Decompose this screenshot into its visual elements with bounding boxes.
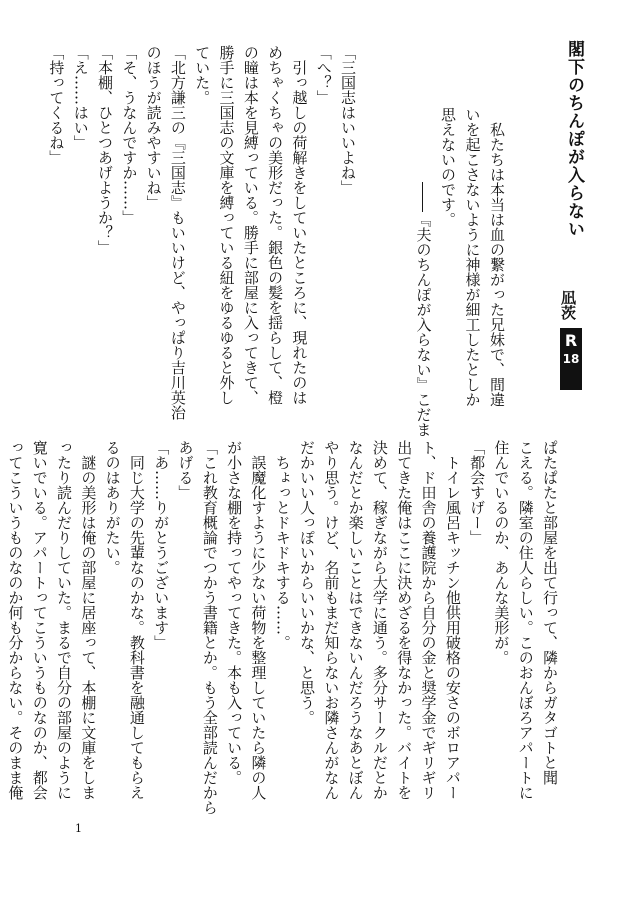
text-column: ってこういうものなのか何も分からない。そのまま俺 <box>6 440 25 800</box>
text-column: やり思う。けど、名前もまだ知らないお隣さんがなん <box>322 440 341 800</box>
epigraph-line: 思えないのです。 <box>439 107 457 227</box>
text-column: 「本棚、ひとつあげようか？」 <box>96 45 114 255</box>
text-column: あげる」 <box>176 440 195 500</box>
text-column: の瞳は本を見縛っている。勝手に部屋に入ってきて、 <box>241 45 260 405</box>
text-column: ぱたぱたと部屋を出て行って、隣からガタゴトと聞 <box>541 440 559 785</box>
epigraph-line: ――『夫のちんぽが入らない』こだま <box>414 182 433 437</box>
text-column: 決めて、稼ぎながら大学に通う。多分サークルだとか <box>370 440 389 800</box>
text-column: 「へ？」 <box>314 45 333 105</box>
text-column: 引っ越しの荷解きをしていたところに、現れたのは <box>290 60 309 405</box>
rating-badge <box>560 328 582 390</box>
text-column: 「持ってくるね」 <box>47 45 66 165</box>
text-column: 同じ大学の先輩なのかな。教科書を融通してもらえ <box>127 455 146 800</box>
text-column: 謎の美形は俺の部屋に居座って、本棚に文庫をしま <box>79 455 98 800</box>
author-name: 凪茨 <box>559 290 577 320</box>
text-column: ったり読んだりしていた。まるで自分の部屋のように <box>55 440 73 800</box>
text-column: ていた。 <box>193 45 212 105</box>
page-number: 1 <box>75 822 82 835</box>
text-column: ト、ド田舎の養護院から自分の金と奨学金でギリギリ <box>419 440 438 800</box>
text-column: 住んでいるのか、あんな美形が。 <box>492 440 511 665</box>
text-column: 「え……はい」 <box>71 45 90 150</box>
text-column: だかいい人っぽいからいいかな、と思う。 <box>298 440 316 725</box>
story-title: 閣下のちんぽが入らない <box>564 40 584 238</box>
text-column: 誤魔化すように少ない荷物を整理していたら隣の人 <box>249 455 268 800</box>
epigraph-line: いを起こさないように神様が細工したとしか <box>463 107 482 407</box>
text-column: 「そ、うなんですか……」 <box>120 45 139 225</box>
text-column: めちゃくちゃの美形だった。銀色の髪を揺らして、橙 <box>266 45 285 405</box>
text-column: 出てきた俺はここに決めざるを得なかった。バイトを <box>395 440 414 800</box>
text-column: 寛いでいる。アパートってこういうものなのか、都会 <box>30 440 49 800</box>
text-column: ちょっとドキドキする……。 <box>273 455 292 650</box>
text-column: こえる。隣室の住人らしい。このおんぼろアパートに <box>516 440 535 800</box>
text-column: のほうが読みやすいね」 <box>144 45 163 210</box>
text-column: なんだとか楽しいことはできないんだろうなあとぼん <box>346 440 365 800</box>
text-column: 「あ……りがとうございます」 <box>152 440 171 650</box>
text-column: 「三国志はいいよね」 <box>339 45 357 195</box>
rating-mark: R <box>564 331 578 350</box>
rating-number: 18 <box>562 352 580 366</box>
text-column: トイレ風呂キッチン他供用破格の安さのボロアパー <box>443 455 462 800</box>
epigraph-line: 私たちは本当は血の繋がった兄妹で、間違 <box>488 122 506 407</box>
text-column: るのはありがたい。 <box>103 440 122 575</box>
text-column: 勝手に三国志の文庫を縛っている紐をゆるゆると外し <box>217 45 236 405</box>
text-column: 「都会すげー」 <box>468 440 487 545</box>
text-column: 「これ教育概論でつかう書籍とか。もう全部読んだから <box>200 440 219 815</box>
text-column: 「北方謙三の『三国志』もいいけど、やっぱり吉川英治 <box>168 45 187 420</box>
text-column: が小さな棚を持ってやってきた。本も入っている。 <box>225 440 244 785</box>
